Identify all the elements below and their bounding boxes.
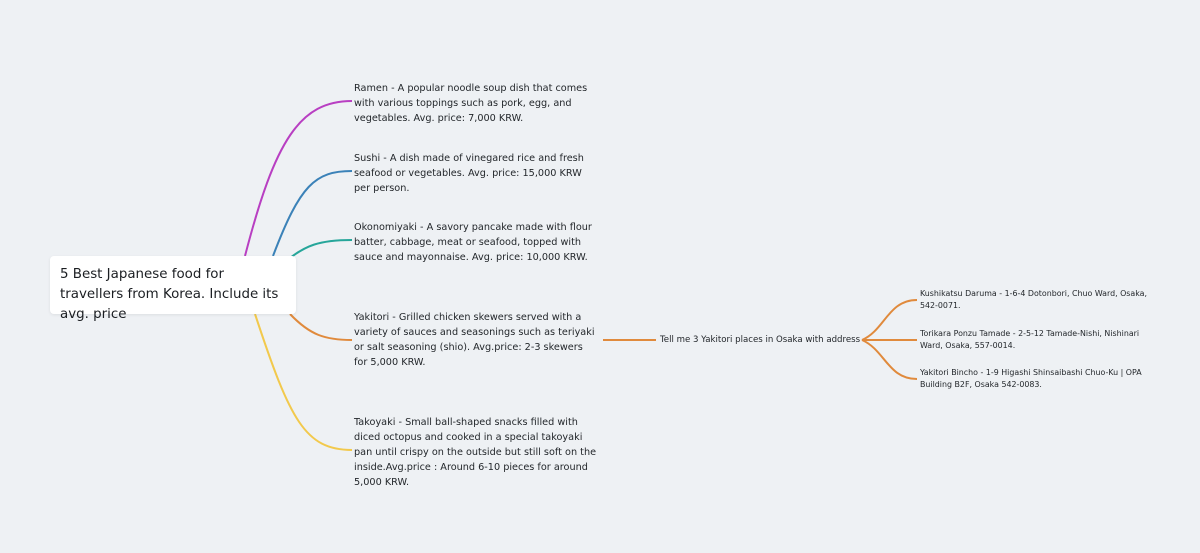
connector-place-1 [862,300,917,340]
connector-ramen [245,101,352,256]
place-kushikatsu-daruma[interactable]: Kushikatsu Daruma - 1-6-4 Dotonbori, Chuo Ward, Osaka, 542-0071. [920,289,1148,310]
connector-sushi [273,171,352,256]
root-topic[interactable]: 5 Best Japanese food for travellers from Korea. Include its avg. price [50,256,296,314]
connector-place-3 [862,340,917,379]
connector-takoyaki [255,314,352,450]
branch-yakitori[interactable]: Yakitori - Grilled chicken skewers served with a variety of sauces and seasonings such as teriyaki or salt seasoning (shio). Avg.price: 2-3 skewers for 5,000 KRW. [354,312,595,368]
followup-topic[interactable]: Tell me 3 Yakitori places in Osaka with address [660,335,861,345]
connector-yakitori [290,314,352,340]
place-yakitori-bincho[interactable]: Yakitori Bincho - 1-9 Higashi Shinsaibashi Chuo-Ku | OPA Building B2F, Osaka 542-0083. [920,368,1142,389]
branch-ramen[interactable]: Ramen - A popular noodle soup dish that comes with various toppings such as pork, egg, and vegetables. Avg. price: 7,000 KRW. [354,83,588,124]
branch-sushi[interactable]: Sushi - A dish made of vinegared rice and fresh seafood or vegetables. Avg. price: 15,000 KRW per person. [354,153,584,194]
place-torikara-ponzu-tamade[interactable]: Torikara Ponzu Tamade - 2-5-12 Tamade-Nishi, Nishinari Ward, Osaka, 557-0014. [920,329,1140,350]
branch-okonomiyaki[interactable]: Okonomiyaki - A savory pancake made with flour batter, cabbage, meat or seafood, topped with sauce and mayonnaise. Avg. price: 10,000 KRW. [354,222,592,263]
branch-takoyaki[interactable]: Takoyaki - Small ball-shaped snacks filled with diced octopus and cooked in a special takoyaki pan until crispy on the outside but still soft on the inside.Avg.price : Around 6-10 pieces for around 5,000 KRW. [354,417,597,488]
